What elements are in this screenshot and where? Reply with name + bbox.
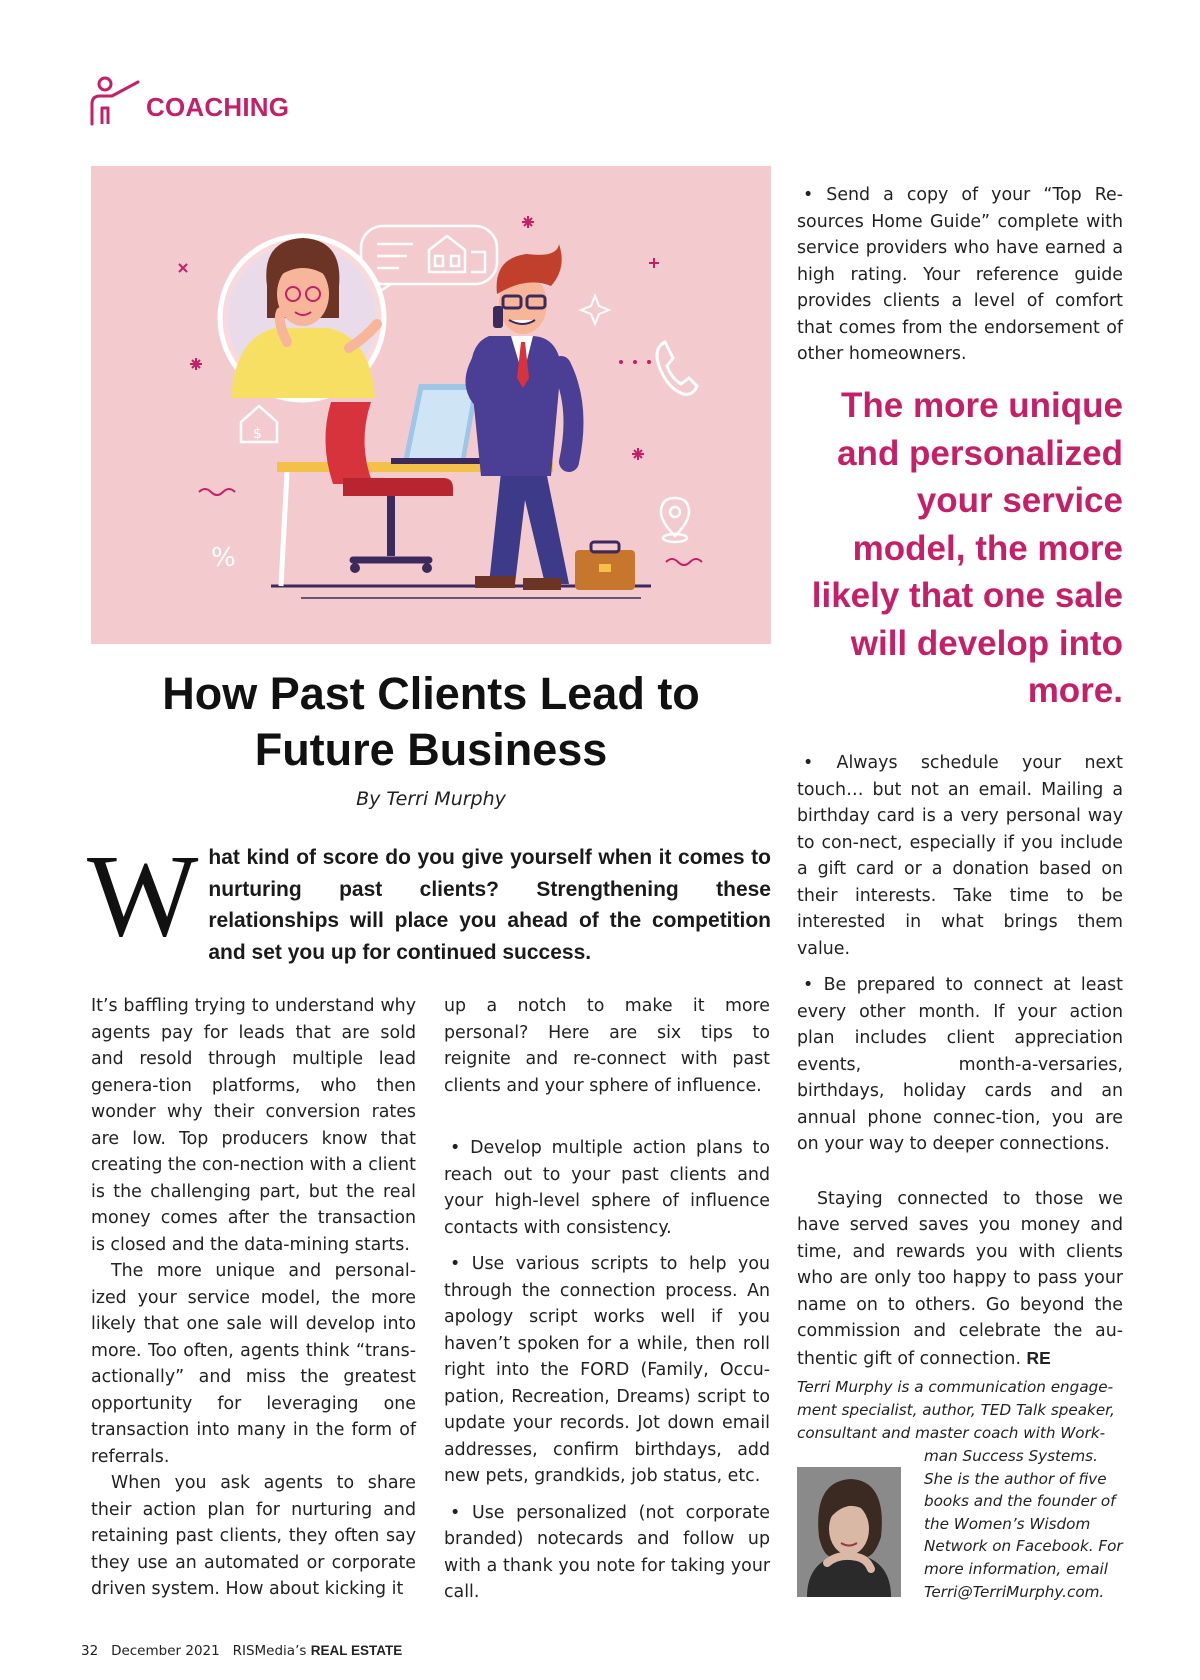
closing-paragraph [797,1186,1123,1373]
location-pin-icon [661,498,689,542]
article-intro [87,830,771,968]
pull-quote: The more unique and personalized your service model, the more likely that one sale will develop into more. [811,386,1123,710]
tip-item: • Be prepared to connect at least every other month. If your action plan includes client appreciation events, month-a-versaries, birthdays, holiday cards and an annual phone connec-tion, you are on your way to deeper connections. [797,975,1123,1154]
issue-date: December 2021 [111,1643,220,1659]
tip-item: • Send a copy of your “Top Re-sources Home Guide” complete with service providers who have earned a high rating. Your reference guide provides clients a level of comfort that comes from the endorsement of other homeowners. [797,185,1123,364]
byline: By Terri Murphy [356,788,506,810]
coaching-person-icon [88,76,144,126]
dollar-house-icon [241,406,277,442]
closing-text: Staying connected to those we have served saves you money and time, and rewards you with clients who are only too happy to pass your name on to others. Go beyond the commission and celebrate the au-thentic gift of connection. [797,1188,1123,1369]
section-header [88,76,289,126]
author-bio-side: man Success Systems. She is the author of five books and the founder of the Women’s Wisdom Network on Facebook. For more information, email Terri@TerriMurphy.com. [924,1447,1123,1601]
body-column-3-bottom [797,750,1123,1372]
percent-icon: % [211,543,236,573]
tip-item: • Use personalized (not corporate branded) notecards and follow up with a thank you note for taking your call. [444,1502,770,1602]
publication-name: REAL ESTATE [310,1643,403,1658]
body-column-2 [444,993,770,1606]
page-footer [81,1643,402,1659]
page-number: 32 [81,1643,99,1659]
intro-text: hat kind of score do you give yourself when it comes to nurturing past clients? Strengthening these relationships will place you ahead of the competition and set you up for continued success. [208,846,771,964]
drop-cap: W [87,830,199,961]
tip-item: • Develop multiple action plans to reach out to your past clients and your high-level sphere of influence contacts with consistency. [444,1138,770,1238]
tip-item: • Use various scripts to help you through the connection process. An apology script works well if you haven’t spoken for a while, then roll right into the FORD (Family, Occu-pation, Recreation, Dreams) script to update your records. Jot down email addresses, confirm birthdays, add new pets, grandkids, job status, etc. [444,1254,770,1486]
article-title [91,666,771,778]
article-title-line1: How Past Clients Lead to [162,668,700,719]
body-column-1 [91,993,416,1603]
body-column-3-top [797,182,1123,368]
publication-prefix: RISMedia’s [232,1643,307,1659]
section-label: COACHING [146,92,290,122]
paragraph: up a notch to make it more personal? Here are six tips to reignite and re-connect with past clients and your sphere of influence. [444,996,770,1096]
author-bio-top: Terri Murphy is a communication engage-ment specialist, author, TED Talk speaker, consultant and master coach with Work- [797,1378,1115,1442]
paragraph: The more unique and personal-ized your service model, the more likely that one sale will develop into more. Too often, agents think “trans-actionally” and miss the greatest opportunity for leveraging one transaction into many in the form of referrals. [91,1261,416,1467]
phone-icon [657,342,697,394]
sign-off-mark: RE [1026,1347,1051,1368]
svg-text:$: $ [253,426,262,442]
author-photo [797,1467,901,1597]
tip-item: • Always schedule your next touch… but not an email. Mailing a birthday card is a very personal way to con-nect, especially if you include a gift card or a donation based on their interests. Take time to be interested in what brings them value. [797,753,1123,959]
paragraph: It’s baffling trying to understand why agents pay for leads that are sold and resold through multiple lead genera-tion platforms, who then wonder why their conversion rates are low. Top producers know that creating the con-nection with a client is the challenging part, but the real money comes after the transaction is closed and the data-mining starts. [91,996,416,1255]
article-title-line2: Future Business [254,724,608,775]
hero-illustration [91,166,771,644]
house-icon [429,236,485,272]
paragraph: When you ask agents to share their action plan for nurturing and retaining past clients, they often say they use an automated or corporate driven system. How about kicking it [91,1473,416,1599]
